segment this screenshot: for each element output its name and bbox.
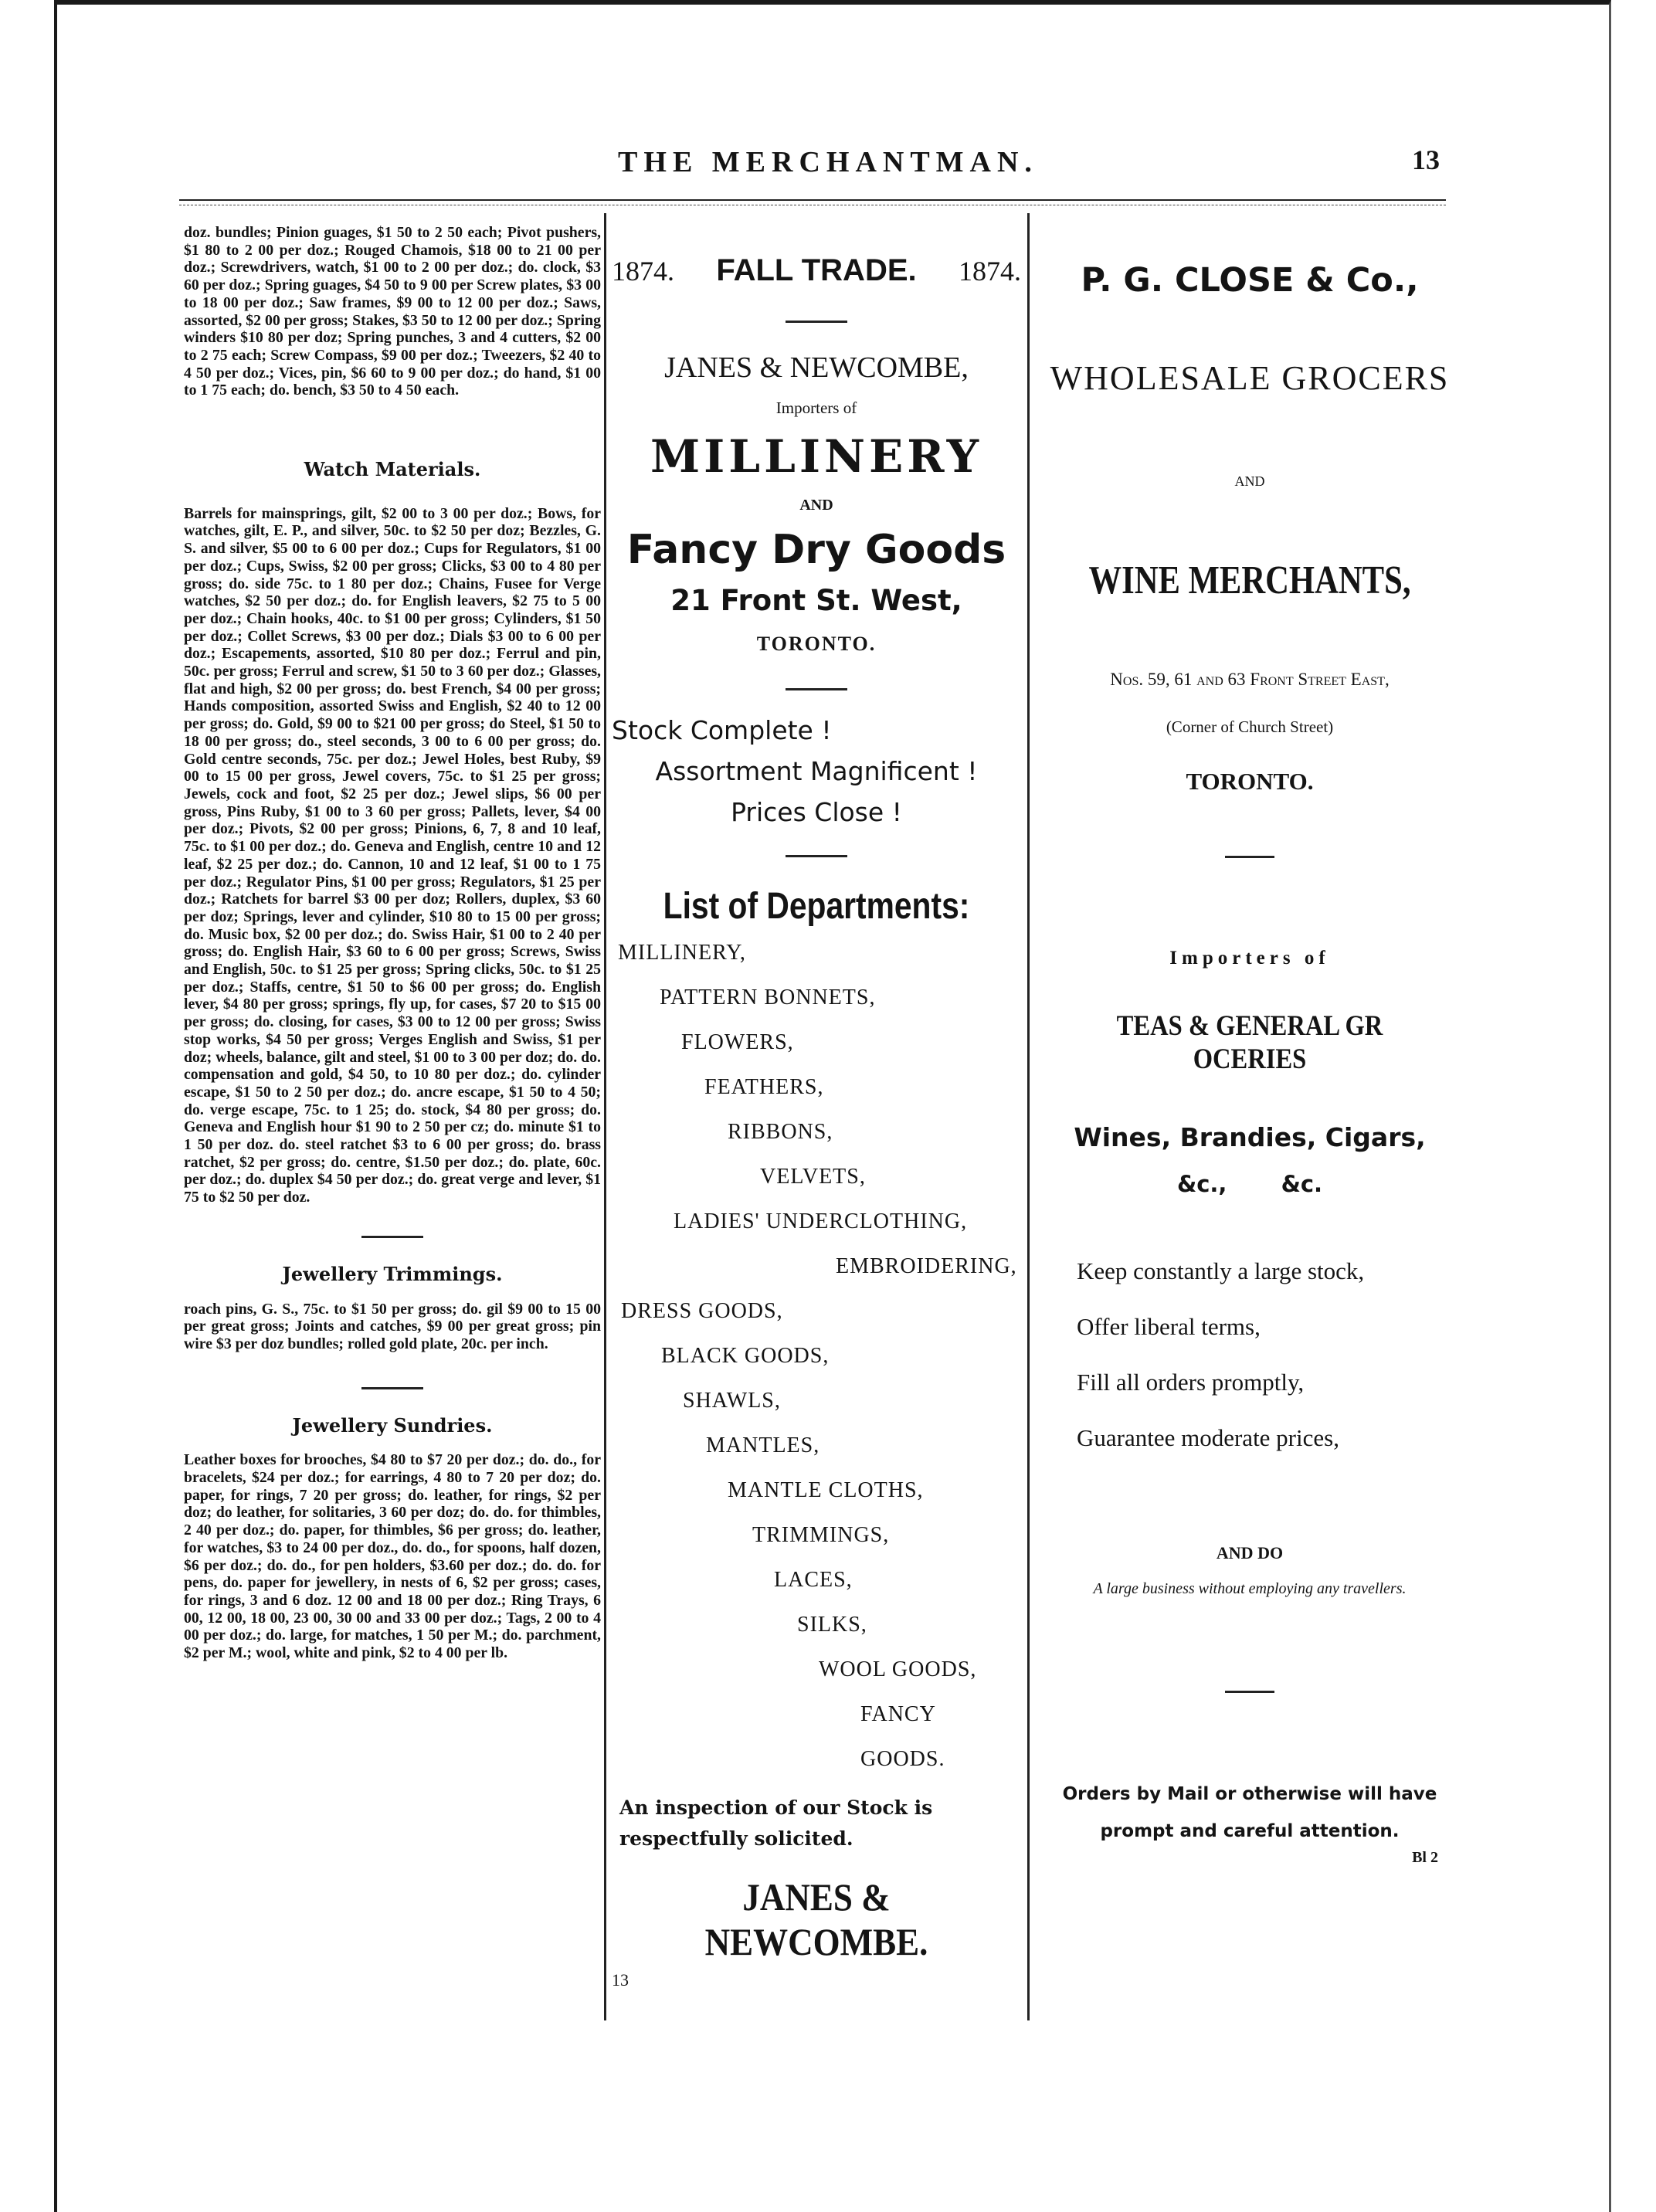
city: TORONTO. (756, 633, 877, 655)
department-item: FEATHERS, (704, 1075, 824, 1099)
teas-groceries: TEAS & GENERAL GR OCERIES (1116, 1010, 1383, 1075)
orders-line-2: prompt and careful attention. (1100, 1821, 1400, 1841)
department-item: MILLINERY, (618, 941, 746, 965)
and-label: AND (799, 497, 833, 514)
fall-trade-title: FALL TRADE. (716, 253, 917, 287)
price-list-column (184, 224, 601, 1662)
department-item: FLOWERS, (681, 1030, 794, 1054)
divider (786, 321, 847, 323)
page-title: THE MERCHANTMAN. (618, 146, 1038, 178)
department-item: BLACK GOODS, (661, 1344, 830, 1368)
firm-name: P. G. CLOSE & Co., (1081, 261, 1419, 300)
and-do: AND DO (1216, 1543, 1284, 1562)
divider (1225, 1691, 1274, 1693)
year-left: 1874. (612, 256, 674, 287)
assortment-magnificent: Assortment Magnificent ! (655, 756, 978, 786)
departments-list (612, 931, 1021, 1782)
watch-materials-heading: Watch Materials. (304, 458, 481, 481)
department-item: EMBROIDERING, (836, 1254, 1017, 1278)
ad-code: 13 (612, 1970, 629, 1990)
department-item: RIBBONS, (728, 1120, 833, 1144)
department-item: LADIES' UNDERCLOTHING, (674, 1209, 968, 1233)
inspection-note: An inspection of our Stock is respectfully solicited. (619, 1796, 933, 1850)
p-g-close-advert (1041, 253, 1458, 1867)
fancy-dry-goods-title: Fancy Dry Goods (626, 527, 1006, 573)
department-item: SILKS, (797, 1613, 867, 1637)
street-address: 21 Front St. West, (670, 584, 962, 617)
departments-heading: List of Departments: (663, 886, 970, 927)
and-label: AND (1234, 473, 1265, 489)
department-item: SHAWLS, (683, 1389, 781, 1413)
watch-materials-text: Barrels for mainsprings, gilt, $2 00 to 3 00 per doz.; Bows, for watches, gilt, E. P., and silver, 50c. to $2 50 per doz; Bezzles, G. S. and silver, $5 00 to 6 00 per doz.; Cups for Regulators, $1 00 per doz.; Cups, Swiss, $2 00 per gross; Clicks, $3 00 to 4 80 per gross; do. side 75c. to 1 80 per doz.; Chains, Fusee for Verge watches, $2 50 per doz.; do. for English leavers, $2 75 to 5 00 per doz.; Chain hooks, 40c. to $1 00 per gross; Cylinders, $1 50 per doz.; Collet Screws, $3 00 per doz.; Dials $3 00 to 6 00 per doz.; Escapements, assorted, $10 80 per doz.; Ferrul and pin, 50c. per gross; Ferrul and screw, $1 50 to 3 60 per doz.; Glasses, flat and high, $2 00 per gross; do. best French, $4 00 per gross; Hands composition, assorted Swiss and English, $2 40 to 12 00 per gross; do. Gold, $9 00 to $21 00 per gross; do Steel, $1 50 to 18 00 per gross; do., steel seconds, 3 00 to 6 00 per gross; do. Gold centre seconds, 75c. per doz.; Jewel Holes, best Ruby, $9 00 to 15 00 per gross, Jewel covers, 75c. to $1 25 per gross; Jewels, cock and foot, $2 25 per doz.; Jewel slips, $6 00 per gross, Pins Ruby, $1 00 to 3 60 per gross; Pallets, lever, $4 00 per doz.; Pivots, $2 00 per gross; Pinions, 6, 7, 8 and 10 leaf, 75c. to $1 00 per doz.; do. Geneva and English, centre 10 and 12 leaf, $2 25 per doz.; do. Cannon, 10 and 12 leaf, $1 00 to 1 75 per doz.; Regulator Pins, $1 00 per gross; Regulators, $1 25 per doz.; Ratchets for barrel $3 00 per doz; Rollers, duplex, $3 60 per doz; Springs, lever and cylinder, $10 80 to 15 00 per gross; do. Music box, $2 00 per doz.; do. Swiss Hair, $1 00 to 2 40 per gross; do. English Hair, $3 60 to 6 00 per gross; Screws, Swiss and English, 50c. to $1 25 per gross; Spring clicks, 50c. to $1 25 per doz.; Staffs, centre, $1 50 to $6 00 per gross; do. English lever, $4 80 per gross; springs, fly up, for cases, $7 20 to $15 00 per gross; do. closing, for cases, $3 00 to 12 00 per gross; Swiss stop works, $4 50 per gross; Verges English and Swiss, $1 per doz; wheels, balance, gilt and steel, $1 00 to 3 00 per doz; do. do. compensation and gold, $4 50, to 10 80 per doz.; do. cylinder escape, $1 50 to 2 50 per doz.; do. ancre escape, $1 50 to 4 50; do. verge escape, 75c. to 1 25; do. stock, $4 80 per gross; do. Geneva and English hour $1 90 to 2 50 per cz; do. minute $1 to 1 50 per doz. do. steel ratchet $3 to 6 00 per gross; do. brass ratchet, $2 per gross; do. centre, $1.50 per doz.; do. plate, 60c. per doz.; do. duplex $4 50 per doz.; do. great verge and lever, $1 75 to $2 50 per doz. (184, 504, 601, 1206)
wines-brandies: Wines, Brandies, Cigars, (1074, 1122, 1426, 1152)
department-item: WOOL GOODS, (819, 1657, 977, 1681)
janes-newcombe-advert (612, 253, 1021, 1990)
city: TORONTO. (1186, 768, 1314, 795)
jewellery-sundries-heading: Jewellery Sundries. (292, 1413, 493, 1437)
etc-1: &c., (1176, 1171, 1227, 1197)
firm-name: JANES & NEWCOMBE, (664, 351, 969, 384)
orders-line-1: Orders by Mail or otherwise will have (1062, 1784, 1437, 1804)
importers-of: Importers of (1169, 948, 1330, 969)
divider (1225, 856, 1274, 858)
header-rule (179, 199, 1446, 201)
tools-price-paragraph: doz. bundles; Pinion guages, $1 50 to 2 50 each; Pivot pushers, $1 80 to 2 00 per doz.; Rouged Chamois, $18 00 to 21 00 per doz.; Screwdrivers, watch, $1 00 to 2 00 per doz.; do. clock, $3 60 per doz.; Spring guages, $4 50 to 9 00 per Screw plates, $3 00 to 18 00 per doz.; Saw frames, $9 00 to 12 00 per doz.; Saws, assorted, $2 00 per gross; Stakes, $3 50 to 12 00 per doz.; Spring winders $10 80 per doz; Spring punches, 3 and 4 cutters, $2 00 to 2 75 each; Screw Compass, $9 00 per doz.; Tweezers, $2 40 to 4 50 per doz.; Vices, pin, $6 60 to 9 00 per doz.; do hand, $1 00 to 1 75 each; do. bench, $3 50 to 4 50 each. (184, 224, 601, 399)
department-item: DRESS GOODS, (621, 1299, 783, 1323)
promise-item: Fill all orders promptly, (1077, 1369, 1305, 1396)
millinery-title: MILLINERY (650, 430, 983, 483)
etc-row (1041, 1171, 1458, 1197)
jewellery-trimmings-text: roach pins, G. S., 75c. to $1 50 per gross; do. gil $9 00 to 15 00 per great gross; Joints and catches, $9 00 per great gross; pin wire $3 per doz bundles; rolled gold plate, 20c. per inch. (184, 1300, 601, 1352)
department-item: TRIMMINGS, (752, 1523, 890, 1547)
divider (786, 688, 847, 690)
divider (786, 855, 847, 857)
jewellery-trimmings-heading: Jewellery Trimmings. (282, 1262, 503, 1285)
corner-note: (Corner of Church Street) (1166, 718, 1334, 736)
department-item: VELVETS, (760, 1165, 866, 1189)
department-item: PATTERN BONNETS, (660, 986, 876, 1009)
advertiser-signature: JANES & NEWCOMBE. (704, 1875, 928, 1963)
section-divider (361, 1387, 423, 1389)
year-right: 1874. (958, 256, 1021, 287)
column-rule-left (604, 213, 606, 2020)
promise-item: Offer liberal terms, (1077, 1313, 1261, 1340)
fall-trade-banner (612, 253, 1021, 288)
promises-list (1041, 1243, 1458, 1466)
ad-code: Bl 2 (1412, 1849, 1438, 1866)
department-item: LACES, (774, 1568, 853, 1592)
page-number: 13 (1412, 144, 1440, 175)
street-address: Nos. 59, 61 and 63 Front Street East, (1110, 670, 1390, 689)
column-rule-right (1027, 213, 1030, 2020)
section-divider (361, 1236, 423, 1238)
promise-item: Guarantee moderate prices, (1077, 1424, 1339, 1451)
department-item: MANTLES, (706, 1433, 820, 1457)
prices-close: Prices Close ! (731, 797, 902, 827)
importers-of: Importers of (775, 399, 857, 417)
wholesale-grocers: WHOLESALE GROCERS (1050, 359, 1450, 397)
jewellery-sundries-text: Leather boxes for brooches, $4 80 to $7 20 per doz.; do. do., for bracelets, $24 per doz.; for earrings, 4 80 to 7 20 per doz; do. paper, for rings, 7 20 per gross; do. leather, for rings, $2 per doz; do leather, for solitaries, 3 60 per doz; do. do. for thimbles, 2 40 per doz.; do. paper, for thimbles, $6 per gross; do. leather, for watches, $3 to 24 00 per doz., do. do., for spoons, half dozen, $6 per doz.; do. do., for pen holders, $3.60 per doz.; do. do. for pens, do. paper for jewellery, in nests of 6, $2 per gross; cases, for rings, 3 and 6 doz. 12 00 and 18 00 per doz.; Ring Trays, 6 00, 12 00, 18 00, 23 00, 30 00 and 33 00 per doz.; Tags, 2 00 to 4 00 per doz.; do. large, for matches, 1 50 per M.; do. parchment, $2 per M.; wool, white and pink, $2 to 4 00 per lb. (184, 1451, 601, 1662)
large-business-note: A large business without employing any travellers. (1093, 1580, 1407, 1597)
wine-merchants: WINE MERCHANTS, (1088, 558, 1411, 602)
department-item: FANCY GOODS. (860, 1702, 945, 1771)
department-item: MANTLE CLOTHS, (728, 1478, 924, 1502)
promise-item: Keep constantly a large stock, (1077, 1257, 1365, 1284)
stock-complete: Stock Complete ! (612, 715, 832, 745)
etc-2: &c. (1281, 1171, 1323, 1197)
